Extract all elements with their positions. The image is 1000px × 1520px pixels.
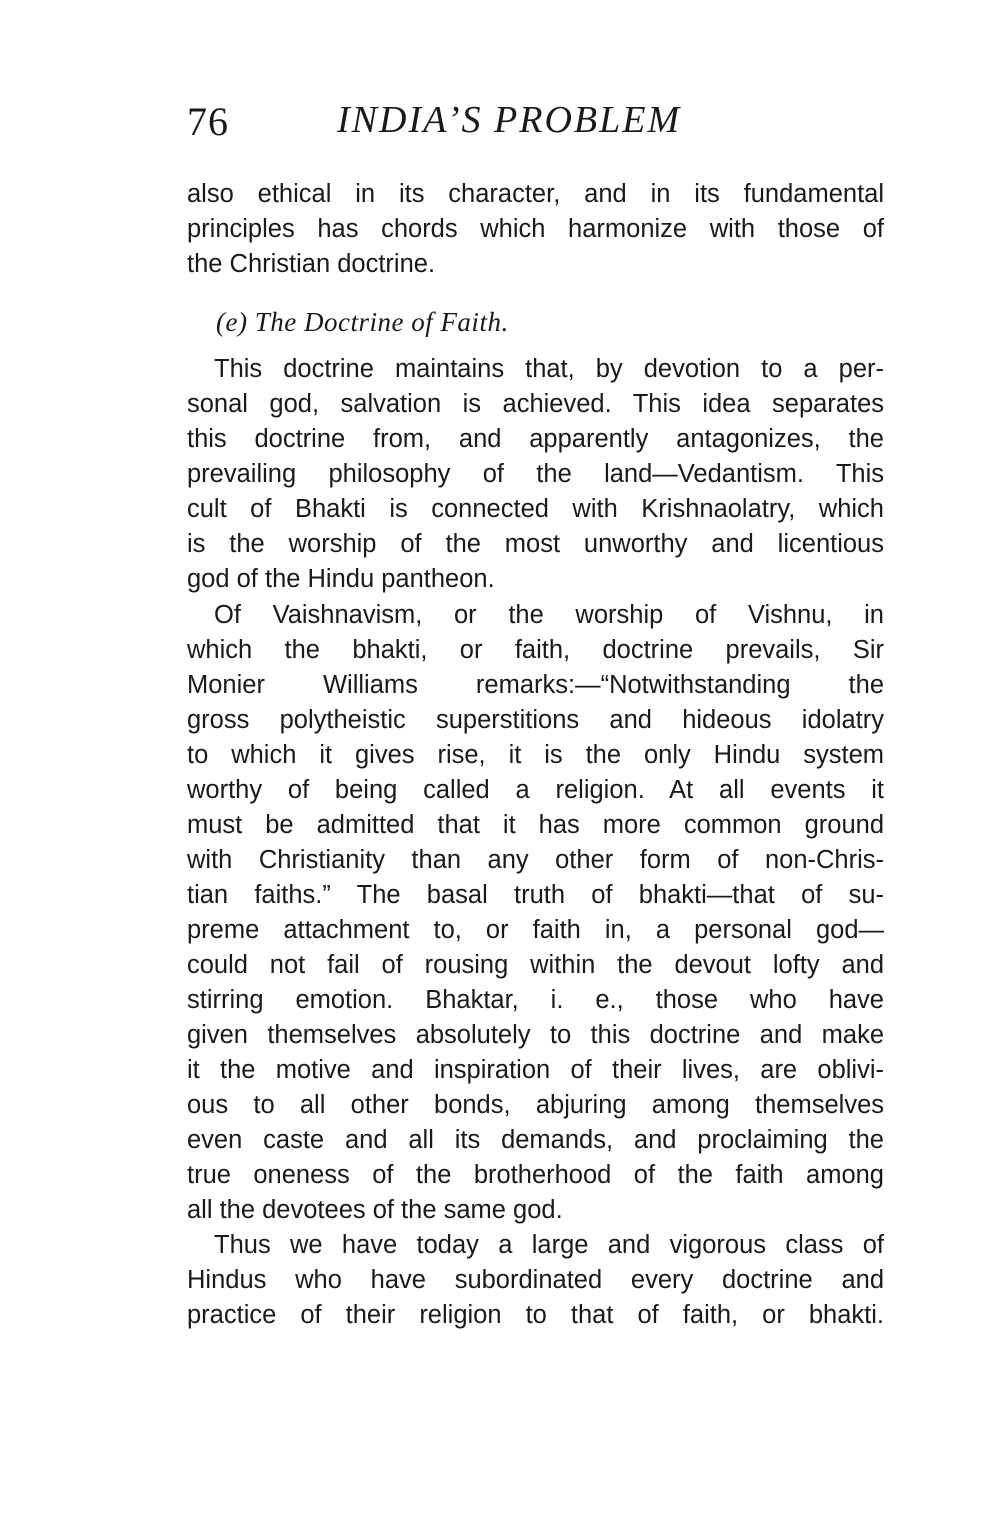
text-line: with Christianity than any other form of non-Chris- [187, 846, 884, 874]
text-line: prevailing philosophy of the land—Vedantism. This [187, 460, 884, 488]
running-title: INDIA’S PROBLEM [337, 99, 682, 141]
text-line: stirring emotion. Bhaktar, i. e., those who have [187, 986, 884, 1014]
text-line: gross polytheistic superstitions and hideous idolatry [187, 706, 884, 734]
text-line: is the worship of the most unworthy and licentious [187, 530, 884, 558]
text-line: This doctrine maintains that, by devotion to a per- [214, 355, 884, 383]
text-line: also ethical in its character, and in its fundamental [187, 180, 884, 208]
text-line: could not fail of rousing within the devout lofty and [187, 951, 884, 979]
page-header [187, 98, 887, 150]
section-heading: (e) The Doctrine of Faith. [216, 307, 509, 337]
text-line: this doctrine from, and apparently antagonizes, the [187, 425, 884, 453]
text-line: practice of their religion to that of faith, or bhakti. [187, 1301, 884, 1329]
text-line: to which it gives rise, it is the only Hindu system [187, 741, 884, 769]
text-line: the Christian doctrine. [187, 250, 436, 278]
text-line: Monier Williams remarks:—“Notwithstanding the [187, 671, 884, 699]
text-line: true oneness of the brotherhood of the faith among [187, 1161, 884, 1189]
text-line: it the motive and inspiration of their lives, are oblivi- [187, 1056, 884, 1084]
text-line: must be admitted that it has more common ground [187, 811, 884, 839]
text-line: even caste and all its demands, and proclaiming the [187, 1126, 884, 1154]
text-line: preme attachment to, or faith in, a personal god— [187, 916, 884, 944]
text-line: worthy of being called a religion. At all events it [187, 776, 884, 804]
text-line: god of the Hindu pantheon. [187, 565, 495, 593]
text-line: sonal god, salvation is achieved. This idea separates [187, 390, 884, 418]
text-line: which the bhakti, or faith, doctrine prevails, Sir [187, 636, 884, 664]
text-line: cult of Bhakti is connected with Krishnaolatry, which [187, 495, 884, 523]
text-line: tian faiths.” The basal truth of bhakti—that of su- [187, 881, 884, 909]
text-line: Hindus who have subordinated every doctrine and [187, 1266, 884, 1294]
text-line: given themselves absolutely to this doctrine and make [187, 1021, 884, 1049]
text-line: Thus we have today a large and vigorous class of [214, 1231, 884, 1259]
text-line: principles has chords which harmonize with those of [187, 215, 884, 243]
text-line: Of Vaishnavism, or the worship of Vishnu, in [214, 601, 884, 629]
page-number: 76 [187, 99, 229, 144]
text-line: ous to all other bonds, abjuring among themselves [187, 1091, 884, 1119]
text-line: all the devotees of the same god. [187, 1196, 563, 1224]
